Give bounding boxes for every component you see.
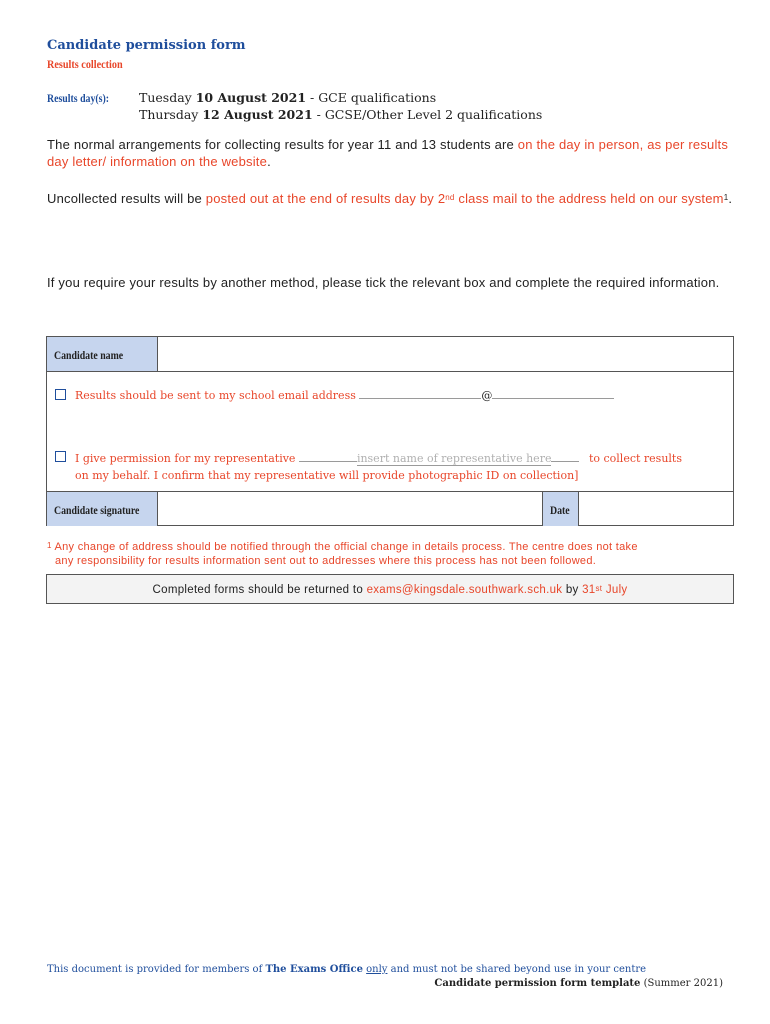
footnote-line-1 <box>47 540 737 554</box>
candidate-name-row <box>47 337 733 372</box>
date-field[interactable] <box>580 492 733 526</box>
para-highlight: on the day in person, as per results day letter/ information on the website <box>47 137 729 169</box>
footer-text: This document is provided for members of <box>47 964 266 975</box>
para-highlight: posted out at the end of results day by 2 <box>205 191 446 206</box>
email-local-part-field[interactable] <box>359 389 481 399</box>
return-text: Completed forms should be returned to <box>152 584 367 596</box>
representative-name-field[interactable]: insert name of representative here <box>356 452 552 465</box>
para-highlight: class mail to the address held on our system <box>454 191 724 206</box>
para-end: . <box>728 191 733 206</box>
return-date-month: July <box>602 584 628 596</box>
candidate-name-label-cell <box>47 337 158 371</box>
day-quals: - GCE qualifications <box>306 90 437 105</box>
footer-template-name <box>434 978 723 989</box>
footnote <box>47 540 737 568</box>
signature-row <box>47 491 733 525</box>
representative-label-end: to collect results <box>585 452 682 465</box>
footnote-mark: 1 <box>47 541 52 550</box>
para-text: Uncollected results will be <box>47 191 206 206</box>
email-option-checkbox[interactable] <box>55 389 66 400</box>
template-name: Candidate permission form template <box>434 978 641 989</box>
day-quals: - GCSE/Other Level 2 qualifications <box>312 107 543 122</box>
ordinal-suffix: nd <box>445 193 455 202</box>
results-day-gcse <box>139 107 542 122</box>
representative-confirmation-text: on my behalf. I confirm that my representative will provide photographic ID on collection] <box>75 469 579 482</box>
footer-text-end: and must not be shared beyond use in your centre <box>387 964 647 975</box>
day-date: 10 August 2021 <box>195 90 307 105</box>
results-days-label: Results day(s): <box>47 91 110 105</box>
para-end: . <box>267 153 271 169</box>
representative-field-lead[interactable] <box>299 452 357 462</box>
footer-disclaimer <box>47 964 646 975</box>
permission-table <box>46 336 734 526</box>
para-text: The normal arrangements for collecting results for year 11 and 13 students are <box>47 137 518 152</box>
footer-brand: The Exams Office <box>265 964 363 975</box>
form-title: Candidate permission form <box>47 38 246 53</box>
template-edition: (Summer 2021) <box>640 978 723 989</box>
date-label: Date <box>550 503 570 517</box>
email-domain-field[interactable] <box>492 389 614 399</box>
signature-field[interactable] <box>159 492 542 526</box>
day-name: Thursday <box>139 107 203 122</box>
footnote-text: Any change of address should be notified through the official change in details process. The centre does not take <box>51 541 638 553</box>
return-email-link[interactable]: exams@kingsdale.southwark.sch.uk <box>366 584 563 596</box>
candidate-name-label: Candidate name <box>54 348 124 362</box>
representative-field-tail[interactable] <box>551 452 579 462</box>
form-subtitle: Results collection <box>47 57 123 71</box>
return-date-suffix: st <box>595 584 603 593</box>
date-label-cell <box>542 492 579 526</box>
representative-label: I give permission for my representative <box>75 452 299 465</box>
results-day-gce <box>139 90 436 105</box>
at-sign: @ <box>481 389 493 402</box>
signature-label: Candidate signature <box>54 503 140 517</box>
footnote-ref: 1 <box>723 193 729 202</box>
return-date-day: 31 <box>582 584 596 596</box>
email-option-text <box>75 389 614 402</box>
representative-option-checkbox[interactable] <box>55 451 66 462</box>
signature-label-cell <box>47 492 158 526</box>
day-name: Tuesday <box>139 90 196 105</box>
footer-only: only <box>366 964 388 975</box>
footnote-line-2: any responsibility for results information sent out to addresses where this process has not been followed. <box>55 555 597 567</box>
day-date: 12 August 2021 <box>202 107 313 122</box>
return-instructions-box <box>46 574 734 604</box>
instructions-paragraph: If you require your results by another method, please tick the relevant box and complete the required information. <box>47 275 720 290</box>
candidate-name-field[interactable] <box>159 337 733 371</box>
email-option-label: Results should be sent to my school email address <box>75 389 360 402</box>
representative-option-text <box>75 452 682 465</box>
normal-arrangements-paragraph <box>47 137 737 170</box>
uncollected-results-paragraph <box>47 191 737 208</box>
return-by: by <box>562 584 583 596</box>
